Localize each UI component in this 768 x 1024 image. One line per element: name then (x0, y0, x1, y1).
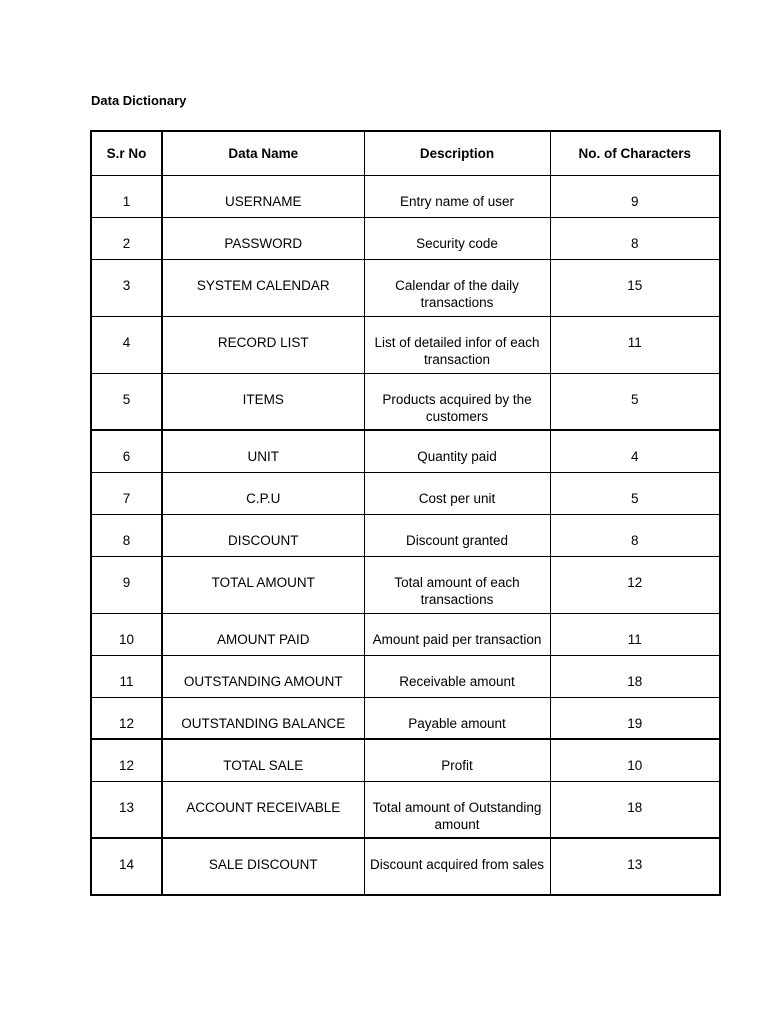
table-row (91, 613, 720, 655)
cell-characters: 18 (550, 655, 720, 697)
table-row (91, 373, 720, 430)
cell-characters: 10 (550, 739, 720, 781)
cell-sr-no: 4 (91, 316, 162, 373)
cell-data-name: AMOUNT PAID (162, 613, 364, 655)
table-row (91, 556, 720, 613)
cell-data-name: TOTAL AMOUNT (162, 556, 364, 613)
cell-data-name: ITEMS (162, 373, 364, 430)
cell-characters: 12 (550, 556, 720, 613)
cell-description: Cost per unit (364, 472, 550, 514)
cell-description: List of detailed infor of each transaction (364, 316, 550, 373)
table-row (91, 739, 720, 781)
cell-characters: 13 (550, 838, 720, 895)
cell-sr-no: 7 (91, 472, 162, 514)
cell-characters: 9 (550, 175, 720, 217)
cell-data-name: OUTSTANDING AMOUNT (162, 655, 364, 697)
table-row (91, 655, 720, 697)
cell-description: Receivable amount (364, 655, 550, 697)
cell-sr-no: 1 (91, 175, 162, 217)
cell-sr-no: 12 (91, 697, 162, 739)
cell-data-name: C.P.U (162, 472, 364, 514)
cell-description: Discount acquired from sales (364, 838, 550, 895)
cell-characters: 15 (550, 259, 720, 316)
cell-description: Security code (364, 217, 550, 259)
cell-sr-no: 13 (91, 781, 162, 838)
header-description: Description (364, 131, 550, 175)
cell-characters: 18 (550, 781, 720, 838)
cell-data-name: SALE DISCOUNT (162, 838, 364, 895)
table-header-row (91, 131, 720, 175)
table-row (91, 259, 720, 316)
data-dictionary-table (90, 130, 721, 896)
header-sr-no: S.r No (91, 131, 162, 175)
cell-characters: 11 (550, 613, 720, 655)
cell-data-name: OUTSTANDING BALANCE (162, 697, 364, 739)
cell-description: Total amount of Outstanding amount (364, 781, 550, 838)
cell-description: Profit (364, 739, 550, 781)
cell-sr-no: 10 (91, 613, 162, 655)
cell-sr-no: 8 (91, 514, 162, 556)
cell-data-name: UNIT (162, 430, 364, 472)
document-title: Data Dictionary (91, 93, 187, 108)
cell-characters: 11 (550, 316, 720, 373)
table-row (91, 217, 720, 259)
cell-sr-no: 6 (91, 430, 162, 472)
cell-data-name: RECORD LIST (162, 316, 364, 373)
table-row (91, 838, 720, 895)
cell-description: Entry name of user (364, 175, 550, 217)
cell-data-name: USERNAME (162, 175, 364, 217)
table-row (91, 697, 720, 739)
table-row (91, 514, 720, 556)
cell-description: Products acquired by the customers (364, 373, 550, 430)
cell-description: Discount granted (364, 514, 550, 556)
cell-characters: 19 (550, 697, 720, 739)
table-row (91, 472, 720, 514)
table-row (91, 781, 720, 838)
table-row (91, 430, 720, 472)
header-no-of-characters: No. of Characters (550, 131, 720, 175)
cell-sr-no: 3 (91, 259, 162, 316)
cell-data-name: SYSTEM CALENDAR (162, 259, 364, 316)
cell-sr-no: 2 (91, 217, 162, 259)
cell-description: Calendar of the daily transactions (364, 259, 550, 316)
cell-characters: 5 (550, 472, 720, 514)
cell-description: Amount paid per transaction (364, 613, 550, 655)
cell-data-name: TOTAL SALE (162, 739, 364, 781)
cell-sr-no: 9 (91, 556, 162, 613)
cell-description: Quantity paid (364, 430, 550, 472)
cell-data-name: ACCOUNT RECEIVABLE (162, 781, 364, 838)
cell-sr-no: 14 (91, 838, 162, 895)
cell-characters: 8 (550, 217, 720, 259)
table-row (91, 175, 720, 217)
cell-characters: 5 (550, 373, 720, 430)
cell-data-name: DISCOUNT (162, 514, 364, 556)
cell-sr-no: 11 (91, 655, 162, 697)
cell-description: Payable amount (364, 697, 550, 739)
header-data-name: Data Name (162, 131, 364, 175)
cell-data-name: PASSWORD (162, 217, 364, 259)
cell-sr-no: 5 (91, 373, 162, 430)
cell-characters: 8 (550, 514, 720, 556)
cell-characters: 4 (550, 430, 720, 472)
cell-description: Total amount of each transactions (364, 556, 550, 613)
table-row (91, 316, 720, 373)
cell-sr-no: 12 (91, 739, 162, 781)
